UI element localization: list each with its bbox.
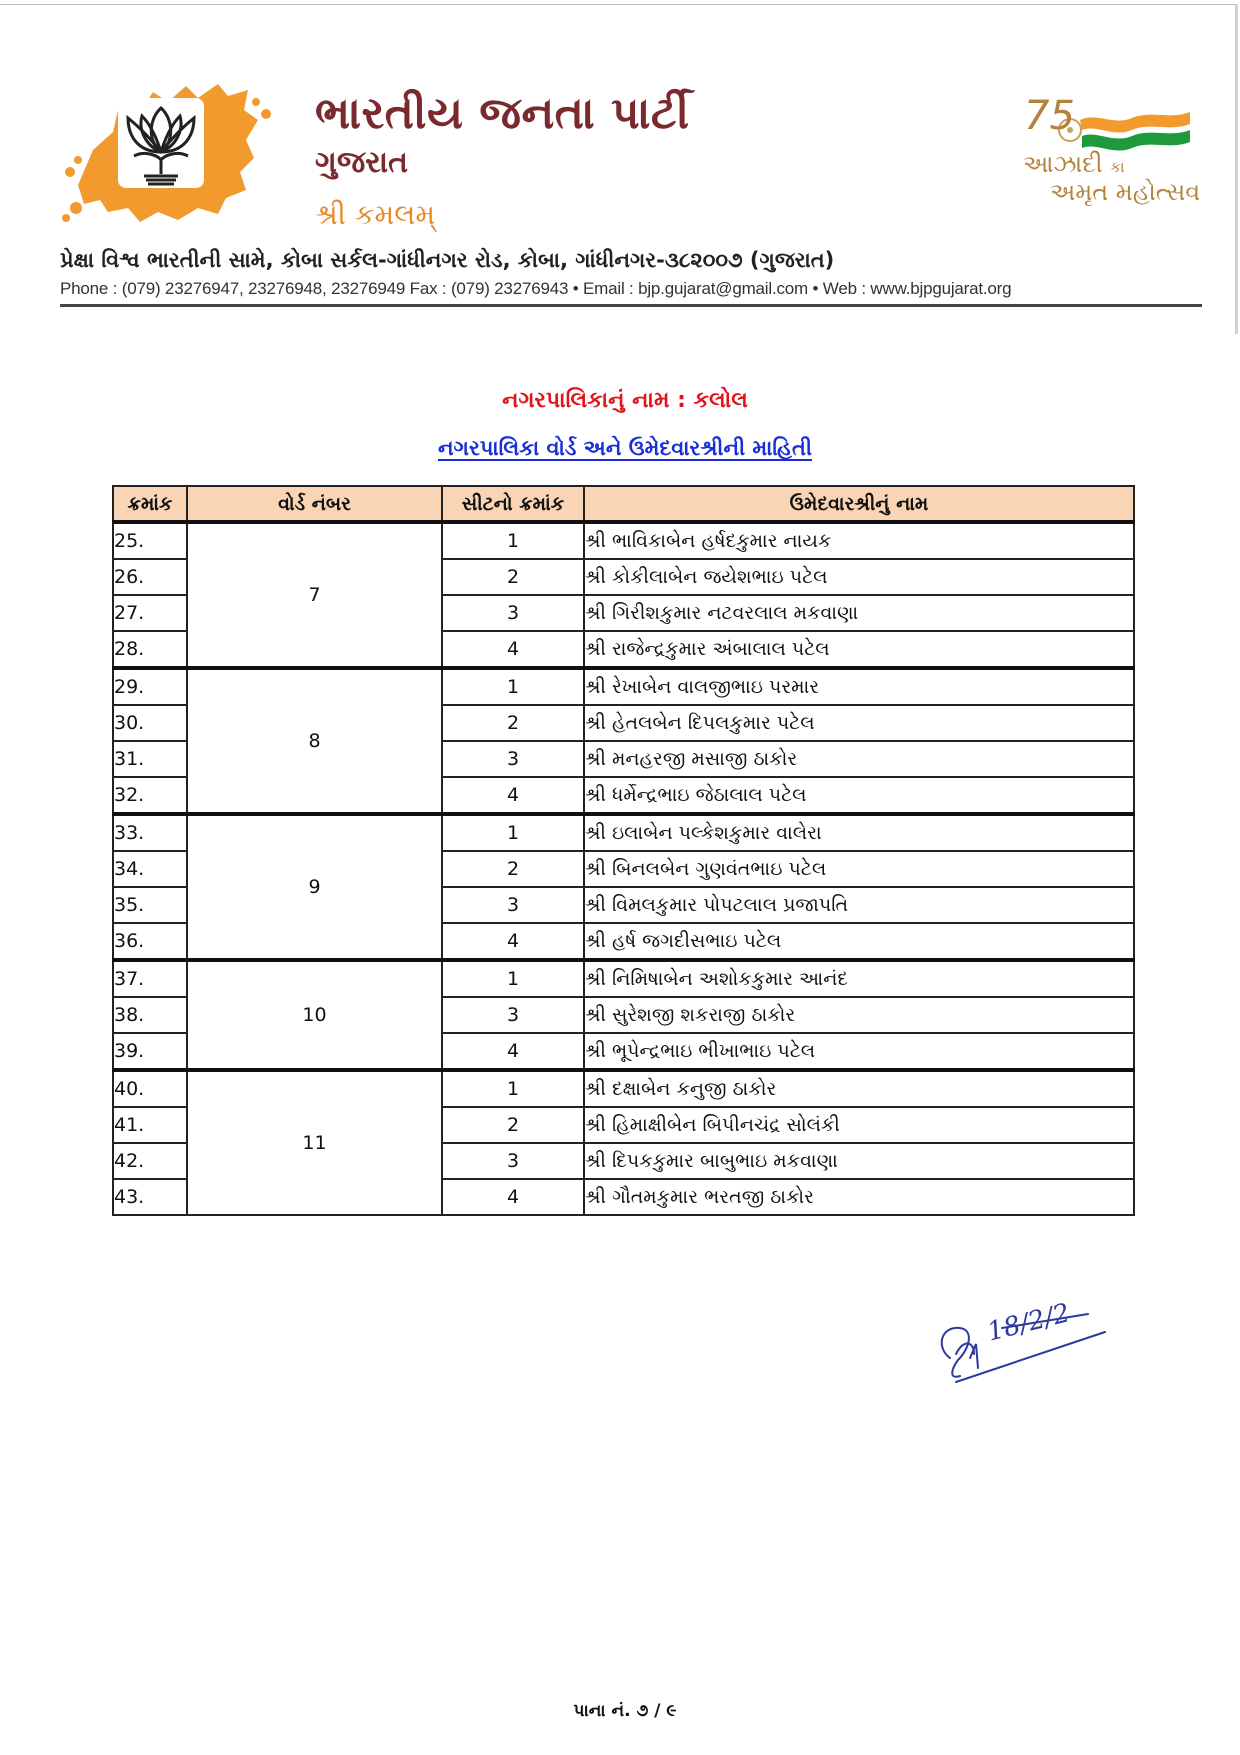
- candidate-name-cell: શ્રી મનહરજી મસાજી ઠાકોર: [584, 741, 1134, 777]
- table-row: [113, 960, 1134, 997]
- serial-cell: 38.: [113, 997, 187, 1033]
- seat-number-cell: 1: [442, 668, 584, 705]
- candidate-name-cell: શ્રી નિમિષાબેન અશોકકુમાર આનંદ: [584, 960, 1134, 997]
- serial-cell: 27.: [113, 595, 187, 631]
- candidate-name-cell: શ્રી ગૌતમકુમાર ભરતજી ઠાકોર: [584, 1179, 1134, 1215]
- seat-number-cell: 4: [442, 923, 584, 960]
- contact-details: Phone : (079) 23276947, 23276948, 23276949 Fax : (079) 23276943 • Email : bjp.gujarat@gmail.com • Web : www.bjpgujarat.org: [60, 279, 1012, 298]
- seat-number-cell: 4: [442, 1179, 584, 1215]
- serial-cell: 41.: [113, 1107, 187, 1143]
- table-row: [113, 1070, 1134, 1107]
- signature-text: 18/2/2: [984, 1298, 1073, 1348]
- seat-number-cell: 3: [442, 741, 584, 777]
- table-body: [113, 522, 1134, 1215]
- table-row: [113, 668, 1134, 705]
- amrit-logo-number: 75: [1024, 93, 1075, 139]
- bjp-lotus-logo-icon: [58, 80, 288, 230]
- org-title: ભારતીય જનતા પાર્ટી: [315, 88, 690, 139]
- serial-cell: 28.: [113, 631, 187, 668]
- column-header-ward: વોર્ડ નંબર: [187, 486, 442, 522]
- serial-cell: 37.: [113, 960, 187, 997]
- office-address: પ્રેક્ષા વિશ્વ ભારતીની સામે, કોબા સર્કલ-ગાંધીનગર રોડ, કોબા, ગાંધીનગર-૩૮૨૦૦૭ (ગુજરાત): [60, 248, 835, 272]
- table-header-row: [113, 486, 1134, 522]
- serial-cell: 40.: [113, 1070, 187, 1107]
- signature: [930, 1298, 1120, 1390]
- page-border-top: [0, 4, 1236, 5]
- seat-number-cell: 4: [442, 777, 584, 814]
- column-header-candidate: ઉમેદવારશ્રીનું નામ: [584, 486, 1134, 522]
- municipality-title: નગરપાલિકાનું નામ : કલોલ: [502, 388, 748, 413]
- candidate-name-cell: શ્રી ઇલાબેન પલ્કેશકુમાર વાલેરા: [584, 814, 1134, 851]
- candidate-name-cell: શ્રી રાજેન્દ્રકુમાર અંબાલાલ પટેલ: [584, 631, 1134, 668]
- seat-number-cell: 2: [442, 851, 584, 887]
- table-row: [113, 814, 1134, 851]
- candidate-name-cell: શ્રી ધર્મેન્દ્રભાઇ જેઠાલાલ પટેલ: [584, 777, 1134, 814]
- seat-number-cell: 3: [442, 1143, 584, 1179]
- ward-number-cell: 11: [187, 1070, 442, 1215]
- serial-cell: 39.: [113, 1033, 187, 1070]
- ward-number-cell: 7: [187, 522, 442, 668]
- seat-number-cell: 1: [442, 960, 584, 997]
- seat-number-cell: 2: [442, 559, 584, 595]
- ward-number-cell: 9: [187, 814, 442, 960]
- candidate-name-cell: શ્રી ભૂપેન્દ્રભાઇ ભીખાભાઇ પટેલ: [584, 1033, 1134, 1070]
- candidates-table: [112, 485, 1135, 1216]
- seat-number-cell: 3: [442, 595, 584, 631]
- serial-cell: 43.: [113, 1179, 187, 1215]
- org-office: શ્રી કમલમ્: [315, 198, 436, 231]
- seat-number-cell: 4: [442, 631, 584, 668]
- candidate-name-cell: શ્રી દિપકકુમાર બાબુભાઇ મકવાણા: [584, 1143, 1134, 1179]
- seat-number-cell: 4: [442, 1033, 584, 1070]
- table-row: [113, 522, 1134, 559]
- serial-cell: 32.: [113, 777, 187, 814]
- candidate-name-cell: શ્રી બિનલબેન ગુણવંતભાઇ પટેલ: [584, 851, 1134, 887]
- candidate-name-cell: શ્રી રેખાબેન વાલજીભાઇ પરમાર: [584, 668, 1134, 705]
- serial-cell: 34.: [113, 851, 187, 887]
- amrit-line1-suffix: કા: [1110, 158, 1125, 176]
- amrit-line1-text: આઝાદી: [1023, 150, 1103, 178]
- candidate-name-cell: શ્રી હર્ષ જગદીસભાઇ પટેલ: [584, 923, 1134, 960]
- seat-number-cell: 3: [442, 997, 584, 1033]
- serial-cell: 42.: [113, 1143, 187, 1179]
- seat-number-cell: 1: [442, 522, 584, 559]
- serial-cell: 30.: [113, 705, 187, 741]
- column-header-seat: સીટનો ક્રમાંક: [442, 486, 584, 522]
- page-border-right: [1235, 4, 1238, 334]
- document-subtitle: [0, 436, 1240, 461]
- document-subtitle-text: નગરપાલિકા વોર્ડ અને ઉમેદવારશ્રીની માહિતી: [438, 436, 812, 460]
- candidate-name-cell: શ્રી દક્ષાબેન કનુજી ઠાકોર: [584, 1070, 1134, 1107]
- seat-number-cell: 2: [442, 705, 584, 741]
- candidate-name-cell: શ્રી વિમલકુમાર પોપટલાલ પ્રજાપતિ: [584, 887, 1134, 923]
- candidate-name-cell: શ્રી ગિરીશકુમાર નટવરલાલ મકવાણા: [584, 595, 1134, 631]
- candidate-name-cell: શ્રી હિમાક્ષીબેન બિપીનચંદ્ર સોલંકી: [584, 1107, 1134, 1143]
- serial-cell: 26.: [113, 559, 187, 595]
- seat-number-cell: 1: [442, 814, 584, 851]
- candidate-name-cell: શ્રી ભાવિકાબેન હર્ષદકુમાર નાયક: [584, 522, 1134, 559]
- seat-number-cell: 3: [442, 887, 584, 923]
- org-state: ગુજરાત: [315, 145, 409, 180]
- column-header-serial: ક્રમાંક: [113, 486, 187, 522]
- serial-cell: 35.: [113, 887, 187, 923]
- serial-cell: 29.: [113, 668, 187, 705]
- serial-cell: 31.: [113, 741, 187, 777]
- serial-cell: 33.: [113, 814, 187, 851]
- serial-cell: 25.: [113, 522, 187, 559]
- candidate-name-cell: શ્રી કોકીલાબેન જયેશભાઇ પટેલ: [584, 559, 1134, 595]
- ward-number-cell: 8: [187, 668, 442, 814]
- header-divider: [60, 304, 1202, 307]
- candidate-name-cell: શ્રી સુરેશજી શકરાજી ઠાકોર: [584, 997, 1134, 1033]
- seat-number-cell: 1: [442, 1070, 584, 1107]
- seat-number-cell: 2: [442, 1107, 584, 1143]
- candidate-name-cell: શ્રી હેતલબેન દિપલકુમાર પટેલ: [584, 705, 1134, 741]
- amrit-line1: [1023, 150, 1125, 178]
- page-number: પાના નં. ૭ / ૯: [573, 1701, 677, 1721]
- serial-cell: 36.: [113, 923, 187, 960]
- ward-number-cell: 10: [187, 960, 442, 1070]
- amrit-line2: અમૃત મહોત્સવ: [1050, 178, 1201, 206]
